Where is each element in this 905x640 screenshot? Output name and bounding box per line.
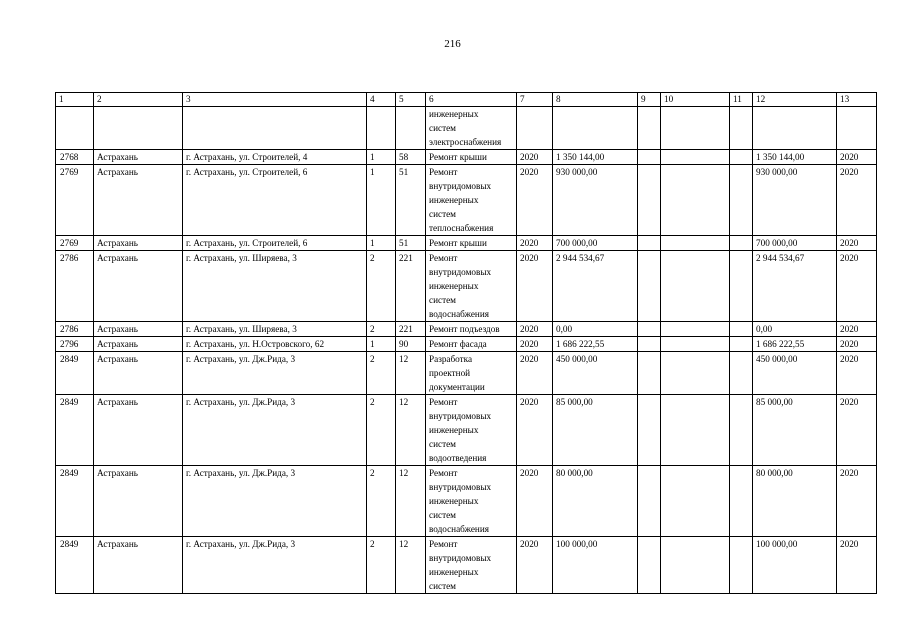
municipality-cell: Астрахань [94, 322, 183, 337]
work-type-line: инженерных [429, 425, 479, 435]
col4-cell: 1 [367, 165, 396, 236]
cost-cell [553, 107, 638, 150]
year-cell [517, 107, 553, 150]
cost-cell: 80 000,00 [553, 466, 638, 537]
year-cell: 2020 [517, 251, 553, 322]
work-type-line: Ремонт [429, 468, 458, 478]
cost-cell: 700 000,00 [553, 236, 638, 251]
col10-cell [661, 337, 730, 352]
work-type-line: внутридомовых [429, 267, 492, 277]
col4-cell: 2 [367, 466, 396, 537]
completion-year-cell: 2020 [837, 537, 877, 594]
completion-year-cell: 2020 [837, 322, 877, 337]
table-row [56, 395, 877, 466]
work-type-line: Ремонт [429, 397, 458, 407]
work-type-line: водоотведения [429, 453, 487, 463]
col9-cell [638, 466, 661, 537]
col11-cell [730, 322, 753, 337]
total-cost-cell: 0,00 [753, 322, 837, 337]
table-row [56, 150, 877, 165]
year-cell: 2020 [517, 337, 553, 352]
work-type-line: систем [429, 581, 456, 591]
work-type-line: инженерных [429, 281, 479, 291]
table-row [56, 236, 877, 251]
repair-program-table [55, 92, 877, 594]
municipality-cell: Астрахань [94, 251, 183, 322]
col9-cell [638, 150, 661, 165]
col11-cell [730, 236, 753, 251]
col4-cell: 2 [367, 322, 396, 337]
col9-cell [638, 236, 661, 251]
table-row [56, 322, 877, 337]
work-type-line: систем [429, 123, 456, 133]
column-header: 12 [753, 93, 837, 107]
col9-cell [638, 107, 661, 150]
col5-cell: 12 [396, 537, 426, 594]
col11-cell [730, 466, 753, 537]
work-type-cell [426, 251, 517, 322]
work-type-line: систем [429, 209, 456, 219]
col9-cell [638, 537, 661, 594]
cost-cell: 1 350 144,00 [553, 150, 638, 165]
work-type-cell [426, 466, 517, 537]
work-type-cell [426, 236, 517, 251]
record-number-cell [56, 107, 94, 150]
year-cell: 2020 [517, 165, 553, 236]
work-type-line: инженерных [429, 109, 479, 119]
work-type-line: Ремонт [429, 167, 458, 177]
work-type-line: внутридомовых [429, 181, 492, 191]
completion-year-cell [837, 107, 877, 150]
table-row [56, 251, 877, 322]
col5-cell: 51 [396, 165, 426, 236]
col11-cell [730, 537, 753, 594]
municipality-cell: Астрахань [94, 236, 183, 251]
cost-cell: 85 000,00 [553, 395, 638, 466]
municipality-cell: Астрахань [94, 337, 183, 352]
completion-year-cell: 2020 [837, 165, 877, 236]
col11-cell [730, 352, 753, 395]
col11-cell [730, 150, 753, 165]
column-header: 10 [661, 93, 730, 107]
record-number-cell: 2796 [56, 337, 94, 352]
table-row [56, 466, 877, 537]
work-type-cell [426, 107, 517, 150]
municipality-cell: Астрахань [94, 150, 183, 165]
total-cost-cell: 700 000,00 [753, 236, 837, 251]
col5-cell: 221 [396, 251, 426, 322]
work-type-cell [426, 322, 517, 337]
cost-cell: 100 000,00 [553, 537, 638, 594]
record-number-cell: 2769 [56, 236, 94, 251]
year-cell: 2020 [517, 537, 553, 594]
municipality-cell: Астрахань [94, 537, 183, 594]
address-cell [183, 107, 367, 150]
col9-cell [638, 395, 661, 466]
table-row [56, 537, 877, 594]
address-cell: г. Астрахань, ул. Дж.Рида, 3 [183, 352, 367, 395]
col4-cell: 2 [367, 352, 396, 395]
completion-year-cell: 2020 [837, 150, 877, 165]
record-number-cell: 2786 [56, 322, 94, 337]
col5-cell: 90 [396, 337, 426, 352]
address-cell: г. Астрахань, ул. Строителей, 4 [183, 150, 367, 165]
col11-cell [730, 395, 753, 466]
work-type-line: теплоснабжения [429, 223, 494, 233]
address-cell: г. Астрахань, ул. Строителей, 6 [183, 236, 367, 251]
work-type-line: инженерных [429, 195, 479, 205]
col10-cell [661, 322, 730, 337]
work-type-line: Ремонт подъездов [429, 324, 500, 334]
col10-cell [661, 395, 730, 466]
work-type-cell [426, 165, 517, 236]
col10-cell [661, 150, 730, 165]
work-type-cell [426, 150, 517, 165]
cost-cell: 2 944 534,67 [553, 251, 638, 322]
table-row [56, 352, 877, 395]
address-cell: г. Астрахань, ул. Строителей, 6 [183, 165, 367, 236]
col9-cell [638, 165, 661, 236]
record-number-cell: 2769 [56, 165, 94, 236]
work-type-line: внутридомовых [429, 482, 492, 492]
record-number-cell: 2849 [56, 466, 94, 537]
col5-cell: 221 [396, 322, 426, 337]
col5-cell [396, 107, 426, 150]
year-cell: 2020 [517, 466, 553, 537]
work-type-line: Разработка [429, 354, 473, 364]
col11-cell [730, 251, 753, 322]
completion-year-cell: 2020 [837, 236, 877, 251]
total-cost-cell: 85 000,00 [753, 395, 837, 466]
record-number-cell: 2768 [56, 150, 94, 165]
municipality-cell: Астрахань [94, 352, 183, 395]
work-type-line: Ремонт [429, 539, 458, 549]
address-cell: г. Астрахань, ул. Дж.Рида, 3 [183, 466, 367, 537]
table-body [56, 107, 877, 594]
work-type-line: внутридомовых [429, 411, 492, 421]
col5-cell: 58 [396, 150, 426, 165]
address-cell: г. Астрахань, ул. Ширяева, 3 [183, 251, 367, 322]
col4-cell [367, 107, 396, 150]
column-header: 7 [517, 93, 553, 107]
total-cost-cell: 2 944 534,67 [753, 251, 837, 322]
table-row [56, 337, 877, 352]
work-type-line: внутридомовых [429, 553, 492, 563]
col9-cell [638, 352, 661, 395]
work-type-line: водоснабжения [429, 309, 489, 319]
col11-cell [730, 107, 753, 150]
column-header: 3 [183, 93, 367, 107]
column-header: 4 [367, 93, 396, 107]
col4-cell: 2 [367, 537, 396, 594]
column-header: 8 [553, 93, 638, 107]
record-number-cell: 2849 [56, 537, 94, 594]
year-cell: 2020 [517, 236, 553, 251]
work-type-line: Ремонт крыши [429, 152, 487, 162]
total-cost-cell: 100 000,00 [753, 537, 837, 594]
column-header: 1 [56, 93, 94, 107]
address-cell: г. Астрахань, ул. Н.Островского, 62 [183, 337, 367, 352]
page-number: 216 [444, 38, 461, 50]
work-type-cell [426, 395, 517, 466]
column-header: 13 [837, 93, 877, 107]
col10-cell [661, 352, 730, 395]
work-type-line: систем [429, 439, 456, 449]
work-type-line: водоснабжения [429, 524, 489, 534]
col4-cell: 1 [367, 236, 396, 251]
year-cell: 2020 [517, 395, 553, 466]
col5-cell: 12 [396, 466, 426, 537]
completion-year-cell: 2020 [837, 466, 877, 537]
table-row [56, 165, 877, 236]
col9-cell [638, 337, 661, 352]
cost-cell: 0,00 [553, 322, 638, 337]
year-cell: 2020 [517, 352, 553, 395]
work-type-line: электроснабжения [429, 137, 502, 147]
total-cost-cell: 930 000,00 [753, 165, 837, 236]
work-type-line: систем [429, 295, 456, 305]
record-number-cell: 2849 [56, 395, 94, 466]
column-header: 11 [730, 93, 753, 107]
year-cell: 2020 [517, 150, 553, 165]
work-type-line: инженерных [429, 567, 479, 577]
work-type-cell [426, 537, 517, 594]
address-cell: г. Астрахань, ул. Дж.Рида, 3 [183, 395, 367, 466]
col10-cell [661, 165, 730, 236]
cost-cell: 1 686 222,55 [553, 337, 638, 352]
year-cell: 2020 [517, 322, 553, 337]
record-number-cell: 2849 [56, 352, 94, 395]
total-cost-cell: 1 686 222,55 [753, 337, 837, 352]
work-type-line: документации [429, 382, 485, 392]
column-header: 2 [94, 93, 183, 107]
total-cost-cell [753, 107, 837, 150]
col5-cell: 12 [396, 395, 426, 466]
work-type-line: Ремонт [429, 253, 458, 263]
col10-cell [661, 466, 730, 537]
col4-cell: 2 [367, 251, 396, 322]
col4-cell: 1 [367, 337, 396, 352]
table-header-row [56, 93, 877, 107]
address-cell: г. Астрахань, ул. Ширяева, 3 [183, 322, 367, 337]
cost-cell: 930 000,00 [553, 165, 638, 236]
completion-year-cell: 2020 [837, 251, 877, 322]
work-type-cell [426, 337, 517, 352]
work-type-line: Ремонт фасада [429, 339, 487, 349]
col9-cell [638, 251, 661, 322]
address-cell: г. Астрахань, ул. Дж.Рида, 3 [183, 537, 367, 594]
completion-year-cell: 2020 [837, 352, 877, 395]
col10-cell [661, 107, 730, 150]
col9-cell [638, 322, 661, 337]
col5-cell: 51 [396, 236, 426, 251]
municipality-cell: Астрахань [94, 395, 183, 466]
column-header: 5 [396, 93, 426, 107]
cost-cell: 450 000,00 [553, 352, 638, 395]
total-cost-cell: 1 350 144,00 [753, 150, 837, 165]
completion-year-cell: 2020 [837, 337, 877, 352]
col5-cell: 12 [396, 352, 426, 395]
col10-cell [661, 537, 730, 594]
col10-cell [661, 251, 730, 322]
municipality-cell [94, 107, 183, 150]
total-cost-cell: 450 000,00 [753, 352, 837, 395]
work-type-cell [426, 352, 517, 395]
column-header: 9 [638, 93, 661, 107]
work-type-line: инженерных [429, 496, 479, 506]
col11-cell [730, 337, 753, 352]
work-type-line: проектной [429, 368, 471, 378]
col4-cell: 1 [367, 150, 396, 165]
municipality-cell: Астрахань [94, 165, 183, 236]
record-number-cell: 2786 [56, 251, 94, 322]
total-cost-cell: 80 000,00 [753, 466, 837, 537]
municipality-cell: Астрахань [94, 466, 183, 537]
completion-year-cell: 2020 [837, 395, 877, 466]
column-header: 6 [426, 93, 517, 107]
work-type-line: Ремонт крыши [429, 238, 487, 248]
table-row [56, 107, 877, 150]
col4-cell: 2 [367, 395, 396, 466]
col10-cell [661, 236, 730, 251]
col11-cell [730, 165, 753, 236]
work-type-line: систем [429, 510, 456, 520]
